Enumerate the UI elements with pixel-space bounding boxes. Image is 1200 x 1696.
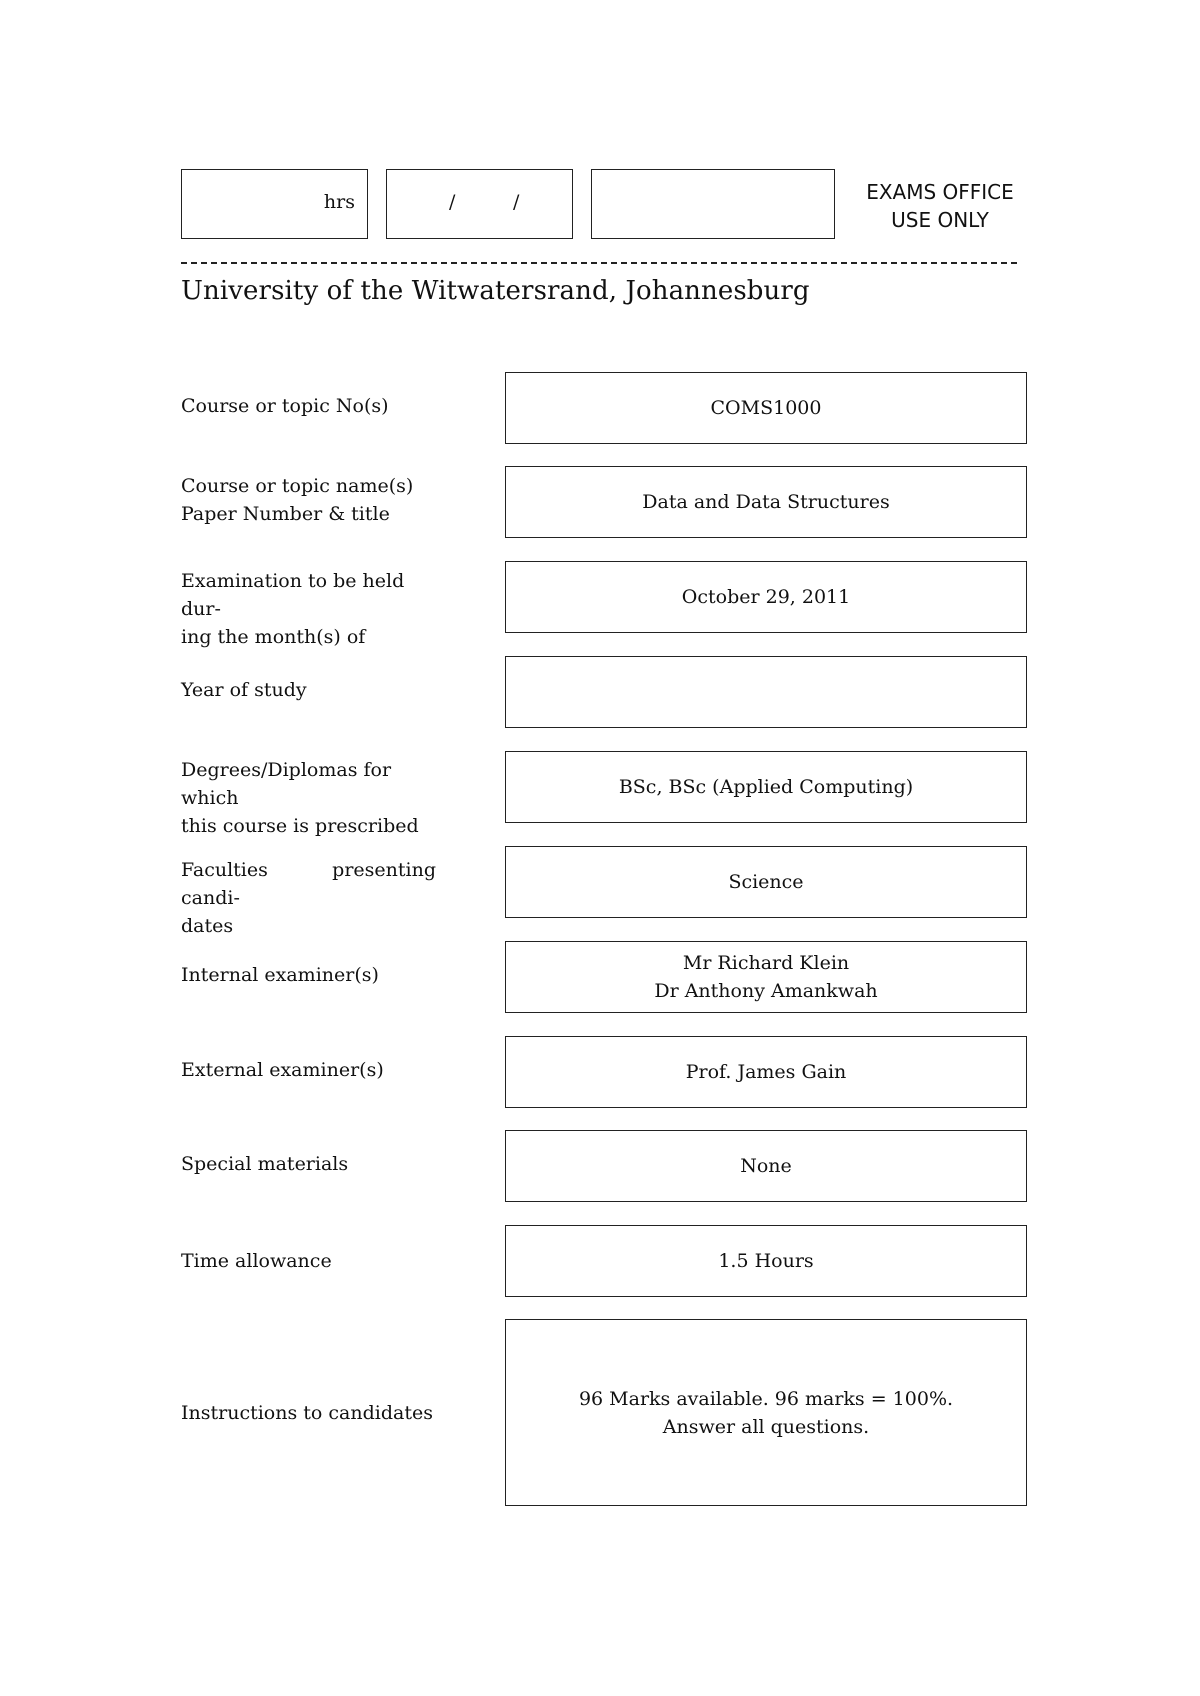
- row-value-box: [505, 561, 1027, 633]
- value-line: Science: [728, 871, 804, 893]
- date-separator: /: [513, 191, 520, 213]
- row-label: [181, 1399, 436, 1427]
- exams-office-line: USE ONLY: [891, 208, 989, 232]
- date-separator: /: [449, 191, 456, 213]
- row-label: [181, 961, 436, 989]
- row-label: [181, 392, 436, 420]
- row-value-box: [505, 372, 1027, 444]
- label-line: Special materials: [181, 1153, 349, 1175]
- exams-office-line: EXAMS OFFICE: [866, 180, 1014, 204]
- exams-office-label: [850, 178, 1030, 234]
- value-line: Data and Data Structures: [642, 491, 890, 513]
- label-line: Internal examiner(s): [181, 964, 379, 986]
- label-line: dates: [181, 915, 234, 937]
- label-line: Course or topic No(s): [181, 395, 389, 417]
- row-value-box: [505, 1130, 1027, 1202]
- value-line: Dr Anthony Amankwah: [654, 980, 878, 1002]
- row-value-box: [505, 466, 1027, 538]
- value-line: Prof. James Gain: [685, 1061, 847, 1083]
- row-label: [181, 676, 436, 704]
- row-value-box: [505, 846, 1027, 918]
- hours-box: [181, 169, 368, 239]
- date-box: [386, 169, 573, 239]
- value-line: COMS1000: [710, 397, 822, 419]
- value-line: BSc, BSc (Applied Computing): [618, 776, 914, 798]
- row-value-box: [505, 1036, 1027, 1108]
- label-line: Faculties presenting candi-: [181, 859, 436, 909]
- value-line: 1.5 Hours: [718, 1250, 814, 1272]
- label-line: External examiner(s): [181, 1059, 384, 1081]
- label-line: Time allowance: [181, 1250, 332, 1272]
- row-label: [181, 472, 436, 528]
- label-line: Instructions to candidates: [181, 1402, 433, 1424]
- row-label: [181, 567, 436, 651]
- label-line: Examination to be held dur-: [181, 570, 405, 620]
- label-line: Degrees/Diplomas for which: [181, 759, 392, 809]
- row-value-box: [505, 1225, 1027, 1297]
- row-label: [181, 1247, 436, 1275]
- row-label: [181, 856, 436, 940]
- label-line: Year of study: [181, 679, 307, 701]
- row-value-box: [505, 941, 1027, 1013]
- row-label: [181, 1056, 436, 1084]
- label-line: Course or topic name(s): [181, 475, 414, 497]
- value-line: Mr Richard Klein: [682, 952, 850, 974]
- value-line: October 29, 2011: [681, 586, 851, 608]
- row-value-box: [505, 656, 1027, 728]
- value-line: 96 Marks available. 96 marks = 100%.: [578, 1387, 954, 1410]
- value-line: None: [740, 1155, 792, 1177]
- cut-line-divider: [181, 262, 1017, 264]
- row-value-box: [505, 751, 1027, 823]
- value-line: Answer all questions.: [662, 1415, 870, 1438]
- university-title: University of the Witwatersrand, Johannesburg: [181, 276, 810, 306]
- hours-label: hrs: [323, 191, 355, 213]
- label-line: ing the month(s) of: [181, 626, 366, 648]
- label-line: Paper Number & title: [181, 503, 390, 525]
- row-label: [181, 756, 436, 840]
- row-value-box: [505, 1319, 1027, 1506]
- office-blank-box: [591, 169, 835, 239]
- row-label: [181, 1150, 436, 1178]
- label-line: this course is prescribed: [181, 815, 419, 837]
